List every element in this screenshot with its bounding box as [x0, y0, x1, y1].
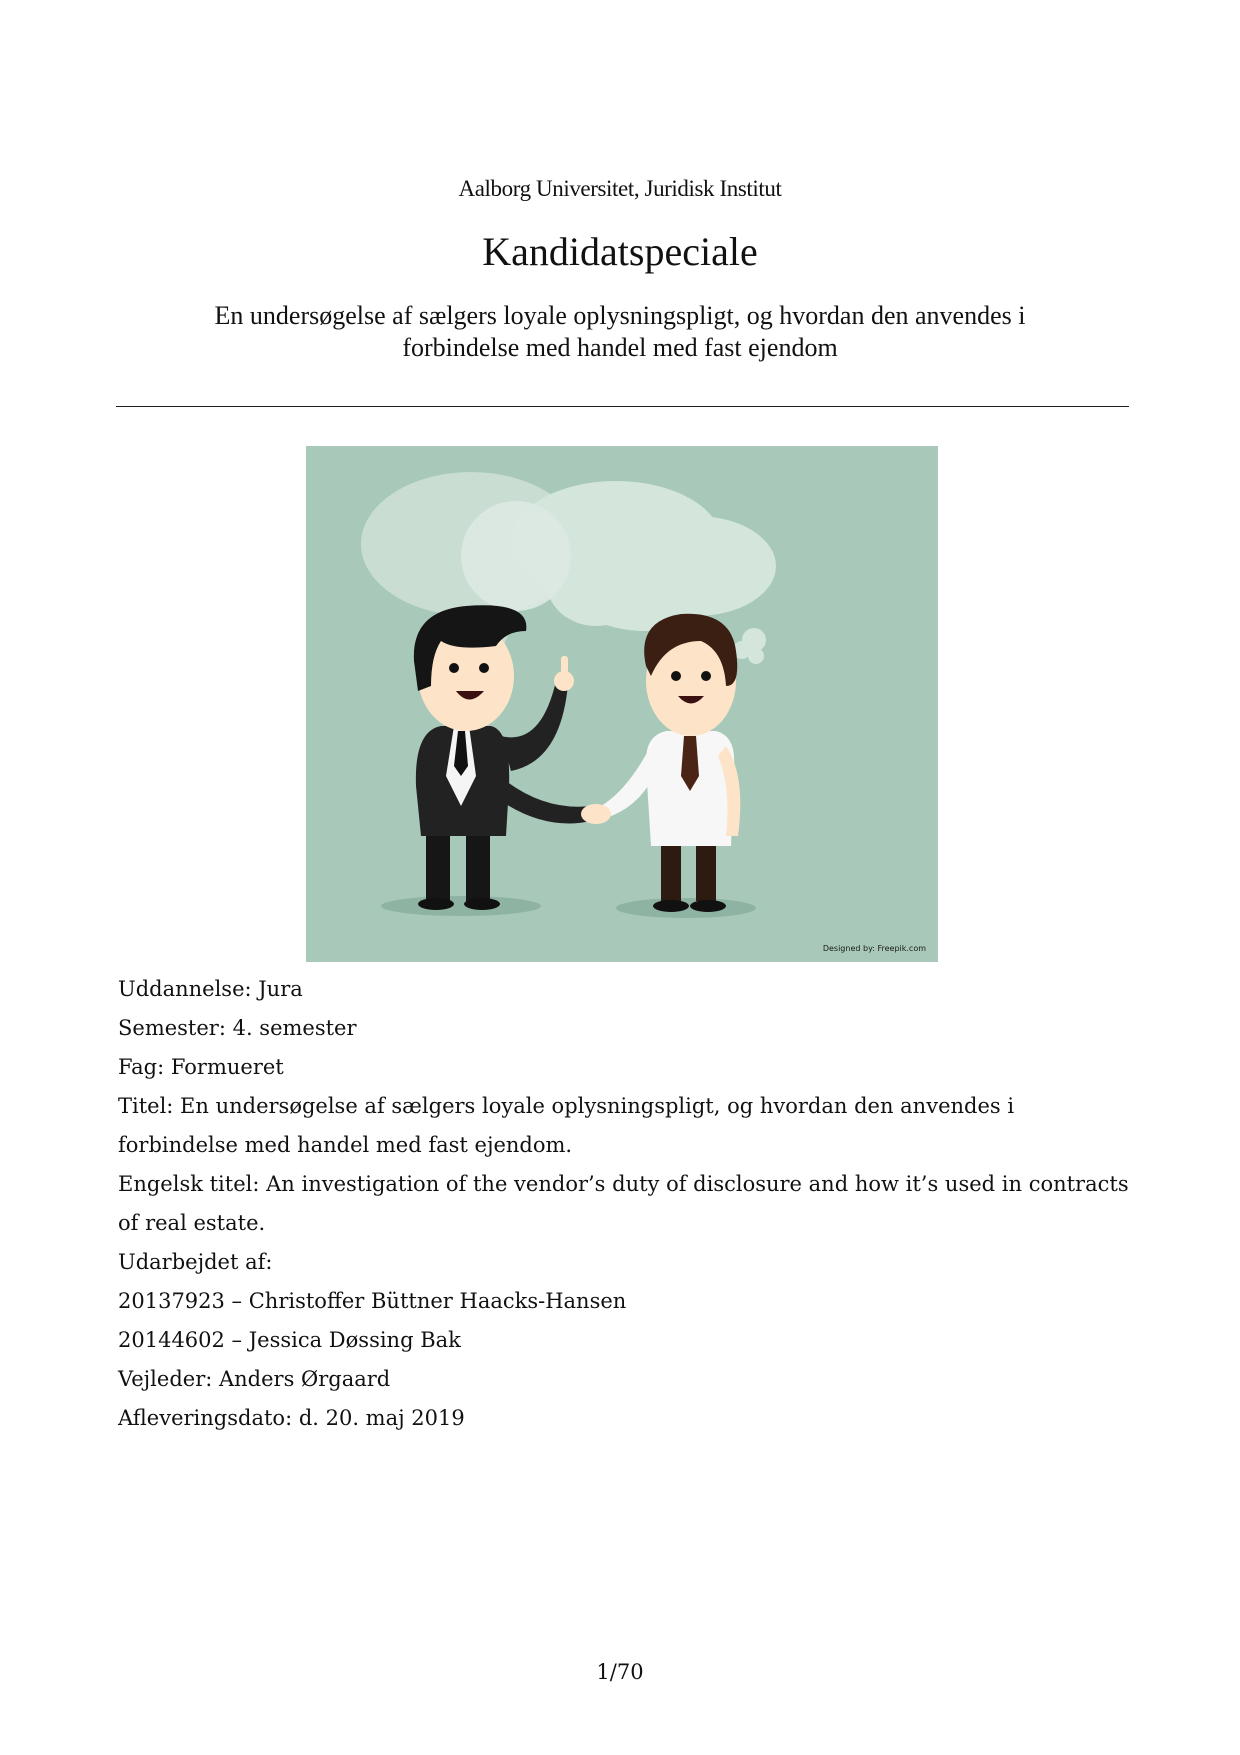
- handshake-illustration: [306, 446, 938, 962]
- subtitle-line-1: En undersøgelse af sælgers loyale oplysningspligt, og hvordan den anvendes i: [214, 301, 1026, 330]
- page-title: Kandidatspeciale: [482, 229, 758, 274]
- education-line: Uddannelse: Jura: [118, 977, 303, 1001]
- subtitle-line-2: forbindelse med handel med fast ejendom: [402, 333, 838, 362]
- thesis-details: [118, 970, 1138, 1438]
- image-credit: Designed by: Freepik.com: [822, 944, 926, 953]
- floor-shadow-left: [381, 896, 541, 916]
- supervisor-line: Vejleder: Anders Ørgaard: [118, 1367, 391, 1391]
- authored-by-label: Udarbejdet af:: [118, 1250, 273, 1274]
- title-line: Titel: En undersøgelse af sælgers loyale oplysningspligt, og hvordan den anvendes i forbindelse med handel med fast ejendom.: [118, 1094, 1015, 1157]
- speech-thought-overlap: [461, 501, 571, 611]
- author-line: 20137923 – Christoffer Büttner Haacks-Hansen: [118, 1289, 627, 1313]
- subject-line: Fag: Formueret: [118, 1055, 284, 1079]
- institute-name: Aalborg Universitet, Juridisk Institut: [458, 176, 782, 201]
- semester-line: Semester: 4. semester: [118, 1016, 357, 1040]
- thesis-subtitle: [150, 300, 1090, 364]
- horizontal-divider: [116, 406, 1129, 407]
- english-title-line: Engelsk titel: An investigation of the vendor’s duty of disclosure and how it’s used in contracts of real estate.: [118, 1172, 1129, 1235]
- author-line: 20144602 – Jessica Døssing Bak: [118, 1328, 461, 1352]
- page-number: 1/70: [596, 1660, 644, 1684]
- submission-date-line: Afleveringsdato: d. 20. maj 2019: [118, 1406, 465, 1430]
